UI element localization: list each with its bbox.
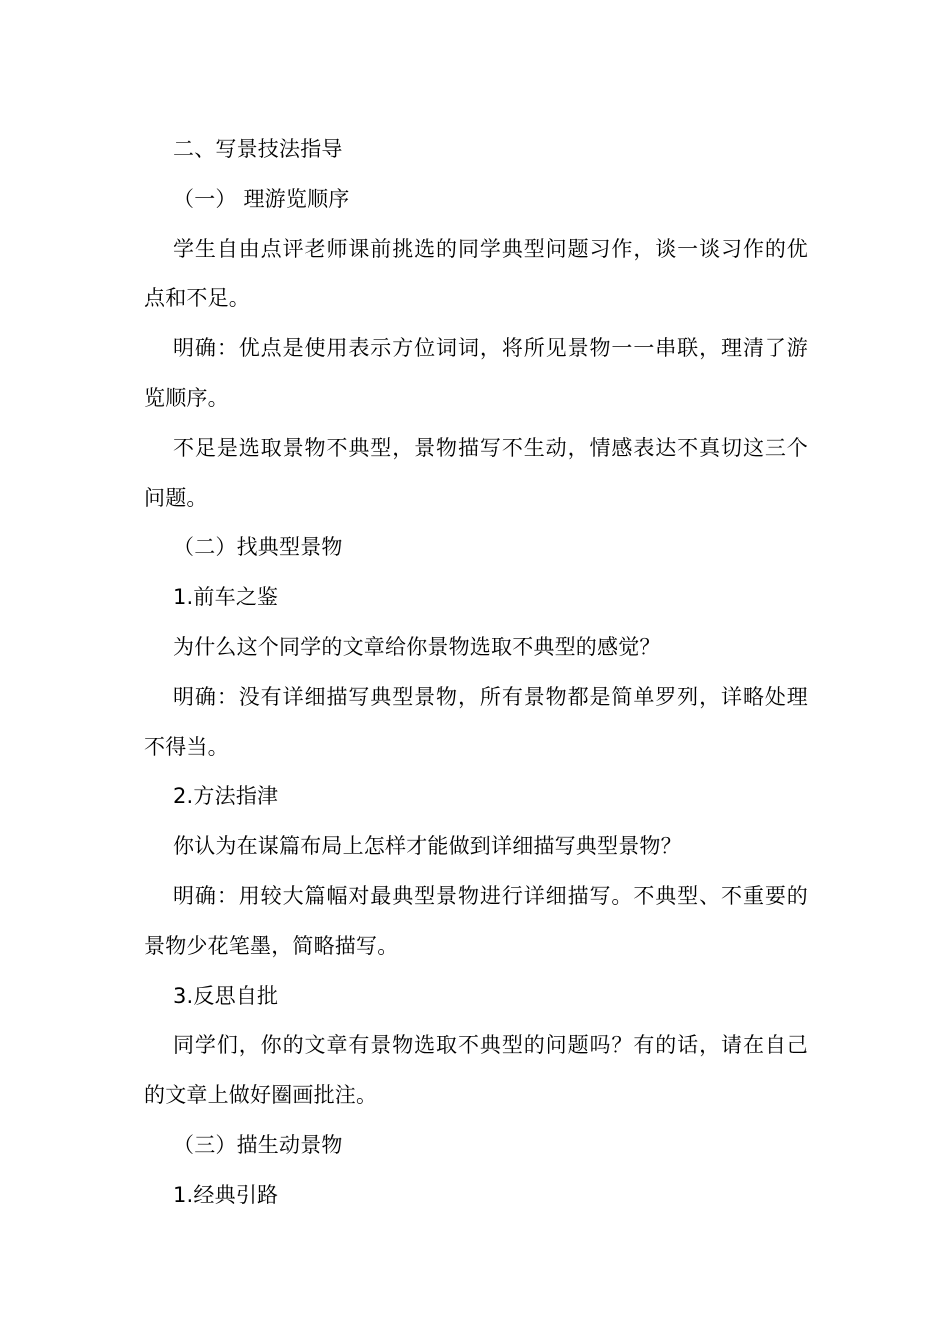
body-paragraph: 学生自由点评老师课前挑选的同学典型问题习作，谈一谈习作的优点和不足。 (144, 236, 808, 311)
body-paragraph: 明确：用较大篇幅对最典型景物进行详细描写。不典型、不重要的景物少花笔墨，简略描写。 (144, 883, 808, 958)
body-paragraph: 为什么这个同学的文章给你景物选取不典型的感觉？ (173, 634, 661, 659)
section-heading: 二、写景技法指导 (173, 137, 343, 161)
body-paragraph: 明确：没有详细描写典型景物，所有景物都是简单罗列，详略处理不得当。 (144, 684, 808, 759)
subsection-heading: （一） 理游览顺序 (173, 186, 350, 211)
numbered-heading: 1.经典引路 (173, 1182, 279, 1207)
document-body (144, 125, 808, 1221)
numbered-heading: 2.方法指津 (173, 784, 279, 809)
body-paragraph: 明确：优点是使用表示方位词词，将所见景物一一串联，理清了游览顺序。 (144, 336, 808, 410)
subsection-heading: （二）找典型景物 (173, 535, 343, 560)
numbered-heading: 1.前车之鉴 (173, 585, 279, 610)
body-paragraph: 不足是选取景物不典型，景物描写不生动，情感表达不真切这三个问题。 (144, 435, 808, 510)
body-paragraph: 同学们，你的文章有景物选取不典型的问题吗？有的话，请在自己的文章上做好圈画批注。 (144, 1033, 808, 1108)
body-paragraph: 你认为在谋篇布局上怎样才能做到详细描写典型景物？ (173, 834, 682, 859)
subsection-heading: （三）描生动景物 (173, 1132, 343, 1157)
numbered-heading: 3.反思自批 (173, 983, 279, 1008)
